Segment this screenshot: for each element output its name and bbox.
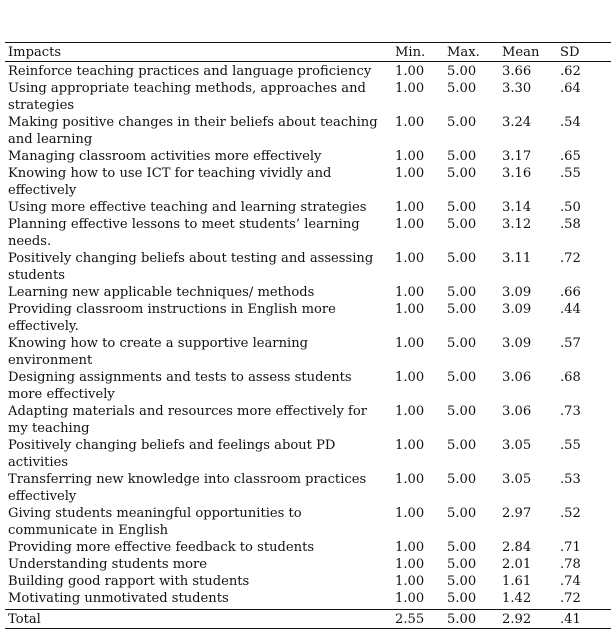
cell-mean: 3.05 bbox=[502, 438, 532, 453]
cell-max: 5.00 bbox=[447, 115, 477, 130]
cell-mean: 1.42 bbox=[502, 591, 532, 606]
cell-impact: Using more effective teaching and learning strategies bbox=[8, 200, 367, 215]
cell-impact: Reinforce teaching practices and language proficiency bbox=[8, 64, 372, 79]
header-row bbox=[5, 43, 611, 62]
header-sd: SD bbox=[557, 43, 611, 62]
cell-sd: .62 bbox=[560, 64, 581, 79]
cell-min: 1.00 bbox=[395, 472, 425, 487]
cell-impact: Providing more effective feedback to students bbox=[8, 540, 315, 555]
cell-mean: 3.05 bbox=[502, 472, 532, 487]
cell-mean: 2.84 bbox=[502, 540, 532, 555]
cell-min: 1.00 bbox=[395, 438, 425, 453]
cell-max: 5.00 bbox=[447, 591, 477, 606]
table-row bbox=[5, 403, 611, 437]
cell-sd: .55 bbox=[560, 166, 581, 181]
cell-sd: .72 bbox=[560, 251, 581, 266]
cell-min: 1.00 bbox=[395, 285, 425, 300]
cell-mean: 3.24 bbox=[502, 115, 532, 130]
table-row bbox=[5, 590, 611, 610]
cell-mean: 3.12 bbox=[502, 217, 532, 232]
cell-mean: 3.66 bbox=[502, 64, 532, 79]
cell-impact: Planning effective lessons to meet students’ learning needs. bbox=[8, 217, 360, 249]
cell-sd: .54 bbox=[560, 115, 581, 130]
cell-impact: Giving students meaningful opportunities to communicate in English bbox=[8, 506, 302, 538]
cell-max: 5.00 bbox=[447, 302, 477, 317]
cell-mean: 3.06 bbox=[502, 404, 532, 419]
cell-sd: .78 bbox=[560, 557, 581, 572]
table-row bbox=[5, 335, 611, 369]
cell-impact: Understanding students more bbox=[8, 557, 208, 572]
cell-impact: Learning new applicable techniques/ methods bbox=[8, 285, 315, 300]
cell-min: 1.00 bbox=[395, 251, 425, 266]
cell-min: 1.00 bbox=[395, 149, 425, 164]
cell-min: 1.00 bbox=[395, 81, 425, 96]
cell-sd: .58 bbox=[560, 217, 581, 232]
cell-impact: Knowing how to create a supportive learning environment bbox=[8, 336, 309, 368]
cell-sd: .52 bbox=[560, 506, 581, 521]
header-mean: Mean bbox=[499, 43, 557, 62]
table-row bbox=[5, 250, 611, 284]
cell-impact: Adapting materials and resources more effectively for my teaching bbox=[8, 404, 367, 436]
cell-impact: Using appropriate teaching methods, approaches and strategies bbox=[8, 81, 366, 113]
cell-max: 5.00 bbox=[447, 540, 477, 555]
cell-sd: .53 bbox=[560, 472, 581, 487]
cell-min: 1.00 bbox=[395, 115, 425, 130]
cell-min: 1.00 bbox=[395, 404, 425, 419]
cell-impact: Making positive changes in their beliefs about teaching and learning bbox=[8, 115, 378, 147]
cell-mean: 3.17 bbox=[502, 149, 532, 164]
cell-sd: .44 bbox=[560, 302, 581, 317]
cell-impact: Managing classroom activities more effectively bbox=[8, 149, 322, 164]
header-min: Min. bbox=[392, 43, 444, 62]
cell-mean: 3.11 bbox=[502, 251, 532, 266]
cell-max: 5.00 bbox=[447, 200, 477, 215]
cell-mean: 2.97 bbox=[502, 506, 532, 521]
cell-min: 1.00 bbox=[395, 370, 425, 385]
cell-min: 1.00 bbox=[395, 506, 425, 521]
cell-sd: .71 bbox=[560, 540, 581, 555]
total-min: 2.55 bbox=[392, 610, 444, 629]
cell-mean: 3.30 bbox=[502, 81, 532, 96]
table-row bbox=[5, 284, 611, 301]
impacts-table bbox=[5, 42, 611, 629]
cell-impact: Providing classroom instructions in English more effectively. bbox=[8, 302, 336, 334]
table-row bbox=[5, 114, 611, 148]
cell-sd: .68 bbox=[560, 370, 581, 385]
total-label: Total bbox=[5, 610, 392, 629]
cell-sd: .73 bbox=[560, 404, 581, 419]
cell-min: 1.00 bbox=[395, 166, 425, 181]
cell-max: 5.00 bbox=[447, 81, 477, 96]
cell-mean: 3.09 bbox=[502, 285, 532, 300]
cell-sd: .57 bbox=[560, 336, 581, 351]
total-max: 5.00 bbox=[444, 610, 499, 629]
cell-impact: Positively changing beliefs about testing and assessing students bbox=[8, 251, 374, 283]
cell-max: 5.00 bbox=[447, 404, 477, 419]
cell-min: 1.00 bbox=[395, 336, 425, 351]
table-row bbox=[5, 62, 611, 81]
cell-impact: Motivating unmotivated students bbox=[8, 591, 229, 606]
cell-sd: .50 bbox=[560, 200, 581, 215]
cell-max: 5.00 bbox=[447, 472, 477, 487]
total-mean: 2.92 bbox=[499, 610, 557, 629]
table-row bbox=[5, 148, 611, 165]
cell-max: 5.00 bbox=[447, 574, 477, 589]
table-row bbox=[5, 471, 611, 505]
table-header bbox=[5, 43, 611, 62]
table-row bbox=[5, 437, 611, 471]
cell-max: 5.00 bbox=[447, 370, 477, 385]
impacts-table-container bbox=[5, 42, 611, 629]
cell-impact: Positively changing beliefs and feelings about PD activities bbox=[8, 438, 336, 470]
cell-max: 5.00 bbox=[447, 506, 477, 521]
cell-max: 5.00 bbox=[447, 285, 477, 300]
table-row bbox=[5, 216, 611, 250]
cell-max: 5.00 bbox=[447, 251, 477, 266]
cell-sd: .65 bbox=[560, 149, 581, 164]
cell-mean: 1.61 bbox=[502, 574, 532, 589]
cell-min: 1.00 bbox=[395, 540, 425, 555]
cell-min: 1.00 bbox=[395, 217, 425, 232]
table-row bbox=[5, 301, 611, 335]
cell-sd: .66 bbox=[560, 285, 581, 300]
cell-mean: 3.16 bbox=[502, 166, 532, 181]
table-row bbox=[5, 199, 611, 216]
cell-mean: 3.09 bbox=[502, 336, 532, 351]
cell-min: 1.00 bbox=[395, 200, 425, 215]
cell-max: 5.00 bbox=[447, 217, 477, 232]
cell-mean: 3.06 bbox=[502, 370, 532, 385]
cell-min: 1.00 bbox=[395, 591, 425, 606]
table-body bbox=[5, 62, 611, 610]
total-row bbox=[5, 610, 611, 629]
table-row bbox=[5, 556, 611, 573]
cell-impact: Building good rapport with students bbox=[8, 574, 250, 589]
cell-min: 1.00 bbox=[395, 302, 425, 317]
cell-sd: .74 bbox=[560, 574, 581, 589]
total-sd: .41 bbox=[557, 610, 611, 629]
cell-sd: .72 bbox=[560, 591, 581, 606]
table-footer bbox=[5, 610, 611, 629]
cell-max: 5.00 bbox=[447, 64, 477, 79]
header-impacts: Impacts bbox=[5, 43, 392, 62]
cell-max: 5.00 bbox=[447, 557, 477, 572]
cell-min: 1.00 bbox=[395, 557, 425, 572]
cell-mean: 3.14 bbox=[502, 200, 532, 215]
cell-min: 1.00 bbox=[395, 574, 425, 589]
cell-max: 5.00 bbox=[447, 336, 477, 351]
table-row bbox=[5, 573, 611, 590]
cell-impact: Transferring new knowledge into classroom practices effectively bbox=[8, 472, 367, 504]
table-row bbox=[5, 165, 611, 199]
table-row bbox=[5, 539, 611, 556]
cell-sd: .55 bbox=[560, 438, 581, 453]
table-row bbox=[5, 505, 611, 539]
cell-mean: 3.09 bbox=[502, 302, 532, 317]
cell-impact: Designing assignments and tests to assess students more effectively bbox=[8, 370, 352, 402]
cell-mean: 2.01 bbox=[502, 557, 532, 572]
cell-max: 5.00 bbox=[447, 166, 477, 181]
cell-impact: Knowing how to use ICT for teaching vividly and effectively bbox=[8, 166, 332, 198]
table-row bbox=[5, 80, 611, 114]
cell-sd: .64 bbox=[560, 81, 581, 96]
header-max: Max. bbox=[444, 43, 499, 62]
cell-min: 1.00 bbox=[395, 64, 425, 79]
table-row bbox=[5, 369, 611, 403]
cell-max: 5.00 bbox=[447, 438, 477, 453]
cell-max: 5.00 bbox=[447, 149, 477, 164]
